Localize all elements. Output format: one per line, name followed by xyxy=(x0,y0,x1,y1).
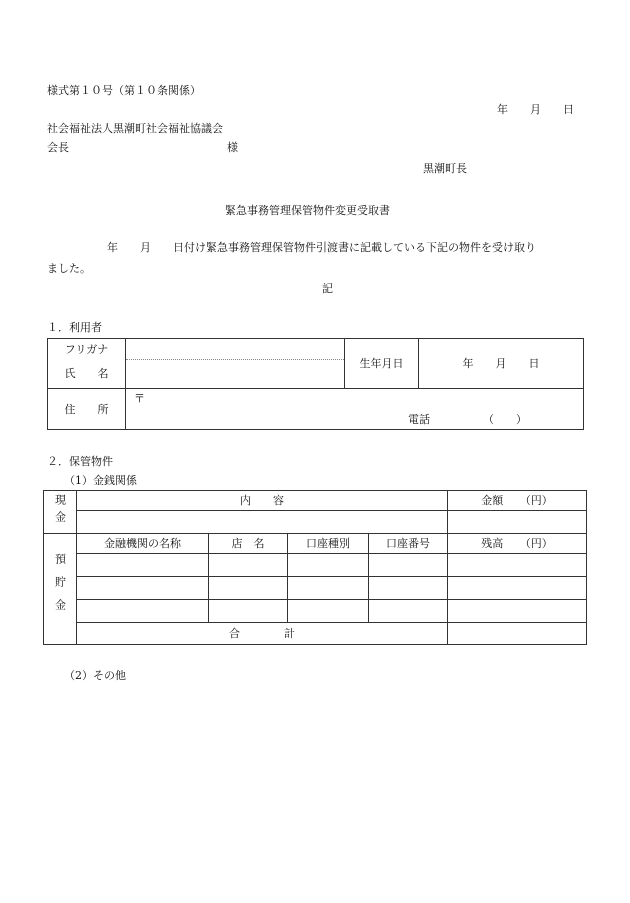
furigana-label: フリガナ xyxy=(48,339,126,360)
branch-cell[interactable] xyxy=(209,600,288,623)
section1-heading: １．利用者 xyxy=(47,321,102,334)
honorific: 様 xyxy=(227,141,238,154)
address-field[interactable] xyxy=(126,389,584,430)
savings-label: 預貯金 xyxy=(44,534,77,645)
postal-mark: 〒 xyxy=(134,392,145,405)
ki-label: 記 xyxy=(322,282,333,295)
bank-name-cell[interactable] xyxy=(77,600,209,623)
col-bank-name: 金融機関の名称 xyxy=(77,534,209,554)
account-number-cell[interactable] xyxy=(369,554,448,577)
total-label: 合 計 xyxy=(77,623,448,645)
sender: 黒潮町長 xyxy=(423,162,467,175)
money-table xyxy=(43,490,587,645)
phone-parens[interactable]: （ ） xyxy=(483,413,527,426)
body-text-line2: ました。 xyxy=(47,262,91,275)
contents-header: 内 容 xyxy=(77,491,448,511)
account-type-cell[interactable] xyxy=(288,577,369,600)
amount-header: 金額 （円） xyxy=(448,491,587,511)
balance-cell[interactable] xyxy=(448,600,587,623)
cash-label: 現金 xyxy=(44,491,77,534)
body-text-line1: 年 月 日付け緊急事務管理保管物件引渡書に記載している下記の物件を受け取り xyxy=(107,241,536,254)
recipient-title: 会長 xyxy=(47,141,69,154)
branch-cell[interactable] xyxy=(209,577,288,600)
col-balance: 残高 （円） xyxy=(448,534,587,554)
account-type-cell[interactable] xyxy=(288,554,369,577)
address-label: 住 所 xyxy=(48,389,126,430)
name-label: 氏 名 xyxy=(48,360,126,389)
col-branch: 店 名 xyxy=(209,534,288,554)
form-number: 様式第１０号（第１０条関係） xyxy=(47,84,201,97)
bank-name-cell[interactable] xyxy=(77,554,209,577)
birthdate-value[interactable]: 年 月 日 xyxy=(419,339,584,389)
table-row xyxy=(44,600,587,623)
branch-cell[interactable] xyxy=(209,554,288,577)
table-row xyxy=(44,577,587,600)
section2-heading: ２．保管物件 xyxy=(47,455,113,468)
col-account-number: 口座番号 xyxy=(369,534,448,554)
user-table xyxy=(47,338,584,430)
total-amount-cell[interactable] xyxy=(448,623,587,645)
account-number-cell[interactable] xyxy=(369,600,448,623)
document-title: 緊急事務管理保管物件変更受取書 xyxy=(225,204,390,217)
cash-contents-cell[interactable] xyxy=(77,511,448,534)
cash-amount-cell[interactable] xyxy=(448,511,587,534)
col-account-type: 口座種別 xyxy=(288,534,369,554)
phone-label: 電話 xyxy=(408,413,430,426)
table-row xyxy=(44,554,587,577)
name-field[interactable] xyxy=(126,360,345,389)
money-subheading: （1）金銭関係 xyxy=(64,474,137,487)
account-type-cell[interactable] xyxy=(288,600,369,623)
furigana-field[interactable] xyxy=(126,339,345,360)
balance-cell[interactable] xyxy=(448,577,587,600)
other-subheading: （2）その他 xyxy=(64,669,126,682)
birthdate-label: 生年月日 xyxy=(345,339,419,389)
date-line: 年 月 日 xyxy=(497,103,574,116)
account-number-cell[interactable] xyxy=(369,577,448,600)
recipient-org: 社会福祉法人黒潮町社会福祉協議会 xyxy=(47,122,223,135)
balance-cell[interactable] xyxy=(448,554,587,577)
bank-name-cell[interactable] xyxy=(77,577,209,600)
